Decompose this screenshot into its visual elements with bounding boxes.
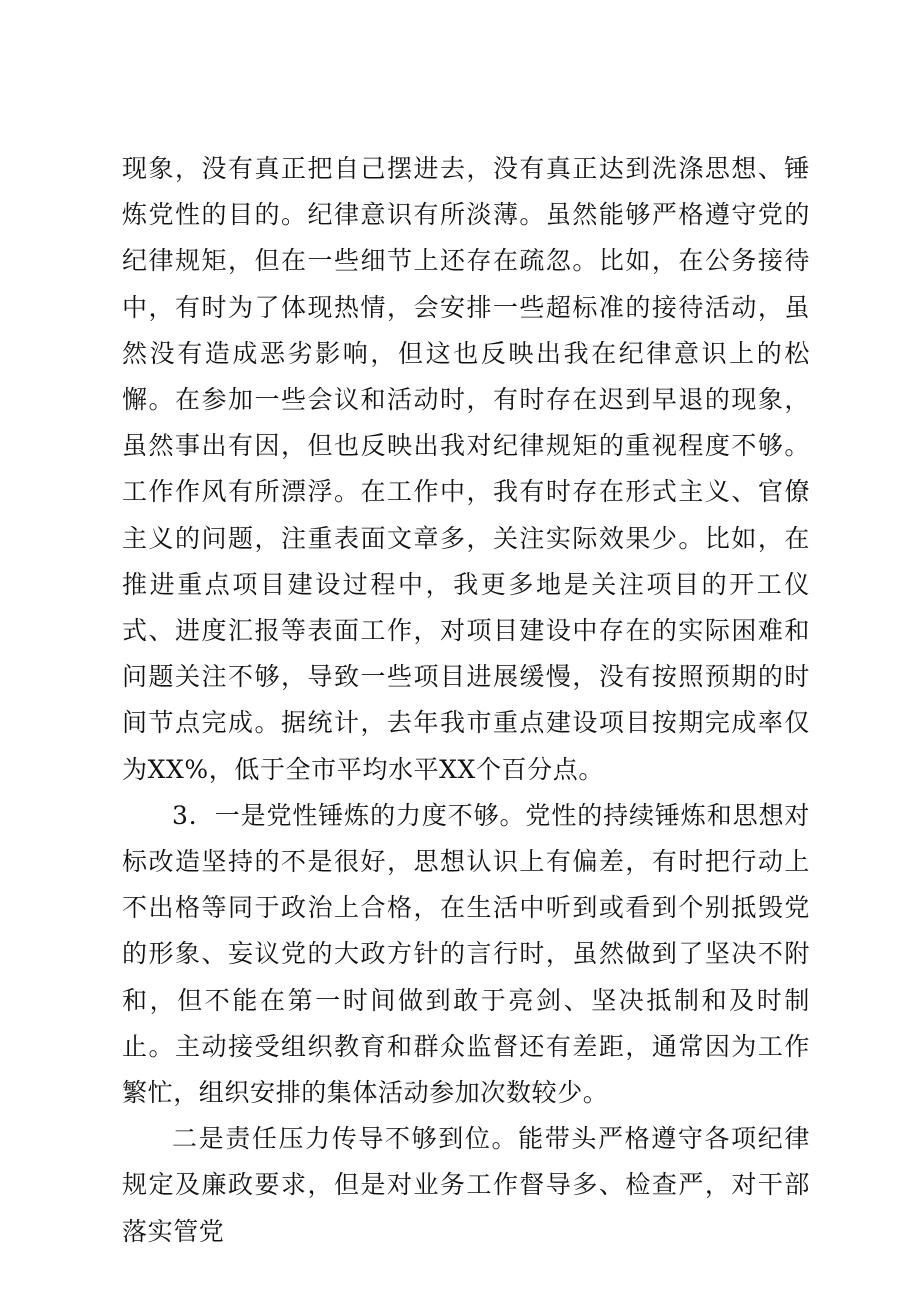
document-body: [122, 146, 810, 1255]
paragraph-point-3: 3．一是党性锤炼的力度不够。党性的持续锤炼和思想对标改造坚持的不是很好，思想认识上有偏差，有时把行动上不出格等同于政治上合格，在生活中听到或看到个别抵毁党的形象、妄议党的大政方针的言行时，虽然做到了坚决不附和，但不能在第一时间做到敢于亮剑、坚决抵制和及时制止。主动接受组织教育和群众监督还有差距，通常因为工作繁忙，组织安排的集体活动参加次数较少。: [122, 800, 810, 1108]
paragraph-responsibility: 二是责任压力传导不够到位。能带头严格遵守各项纪律规定及廉政要求，但是对业务工作督导多、检查严，对干部落实管党: [122, 1124, 810, 1246]
paragraph-continuation: 现象，没有真正把自己摆进去，没有真正达到洗涤思想、锤炼党性的目的。纪律意识有所淡薄。虽然能够严格遵守党的纪律规矩，但在一些细节上还存在疏忽。比如，在公务接待中，有时为了体现热情，会安排一些超标准的接待活动，虽然没有造成恶劣影响，但这也反映出我在纪律意识上的松懈。在参加一些会议和活动时，有时存在迟到早退的现象，虽然事出有因，但也反映出我对纪律规矩的重视程度不够。工作作风有所漂浮。在工作中，我有时存在形式主义、官僚主义的问题，注重表面文章多，关注实际效果少。比如，在推进重点项目建设过程中，我更多地是关注项目的开工仪式、进度汇报等表面工作，对项目建设中存在的实际困难和问题关注不够，导致一些项目进展缓慢，没有按照预期的时间节点完成。据统计，去年我市重点建设项目按期完成率仅为XX%，低于全市平均水平XX个百分点。: [122, 154, 810, 784]
